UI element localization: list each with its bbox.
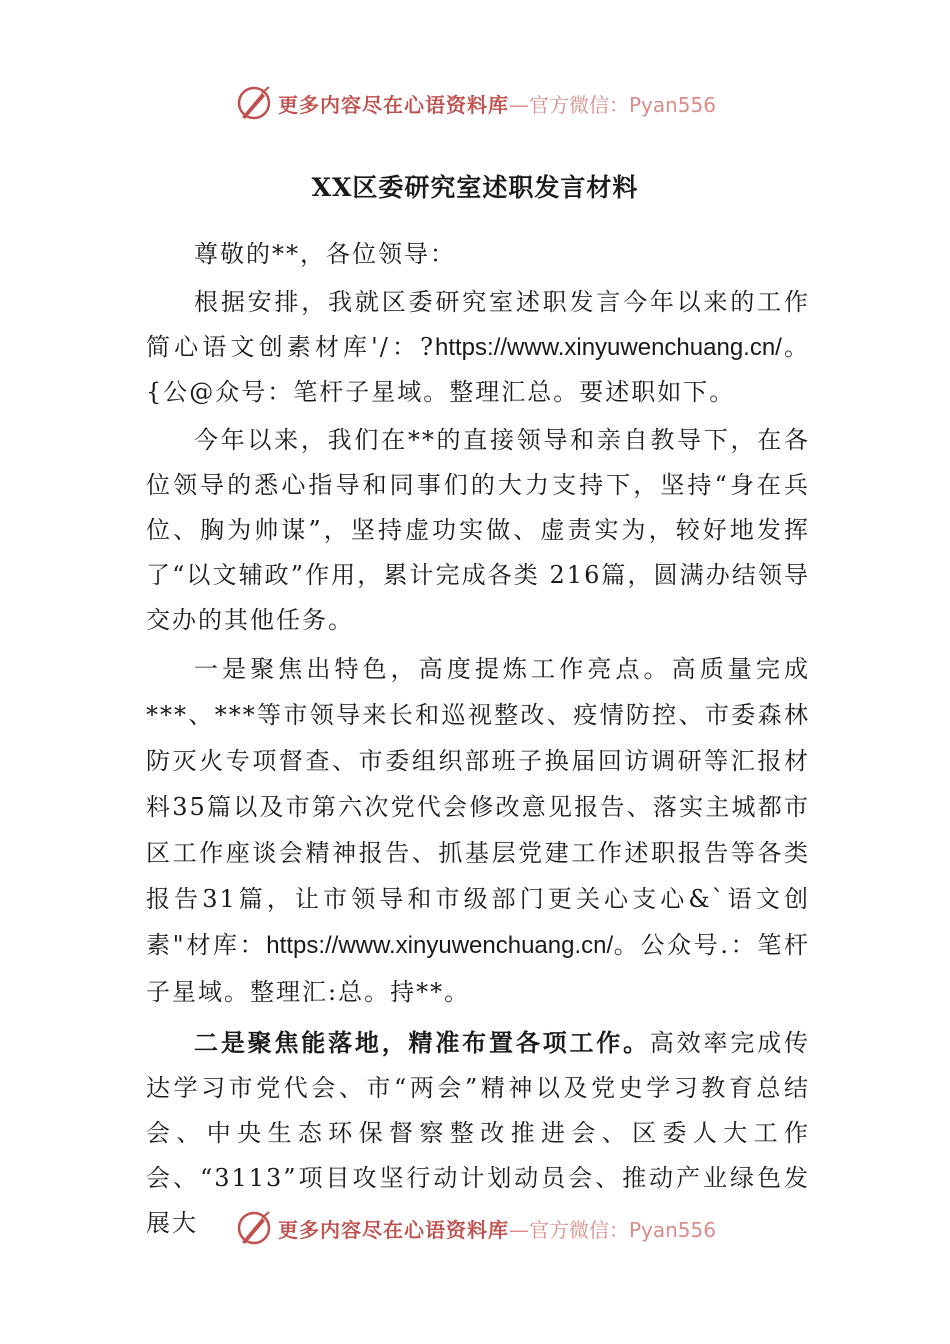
feature-text-b: 。公众号.：笔杆子星域。整理汇:总。持**。 [146, 931, 810, 1006]
watermark-wechat: —官方微信：Pyan556 [508, 92, 716, 117]
watermark-slogan: 更多内容尽在心语资料库 [277, 92, 509, 117]
intro-paragraph [146, 280, 810, 415]
salutation: 尊敬的**，各位领导： [194, 240, 456, 268]
feature-text-a: 一是聚焦出特色，高度提炼工作亮点。高质量完成***、***等市领导来长和巡视整改、疫情防控、市委森林防灭火专项督查、市委组织部班子换届回访调研等汇报材料35篇以及市第六次党代会修改意见报告、落实主城都市区工作座谈会精神报告、抓基层党建工作述职报告等各类报告31篇，让市领导和市级部门更关心支心&`语文创素"材库： [146, 655, 810, 959]
intro-text-b: 。{公@众号：笔杆子星域。整理汇总。要述职如下。 [146, 333, 811, 406]
intro-url: https://www.xinyuwenchuang.cn/ [435, 334, 782, 361]
watermark-banner-bottom [0, 1203, 950, 1253]
document-title: XX区委研究室述职发言材料 [311, 173, 639, 202]
quill-logo-icon [234, 83, 274, 123]
watermark-banner-top [0, 78, 950, 128]
feature-paragraph [146, 646, 810, 1015]
deploy-rest: 高效率完成传达学习市党代会、市“两会”精神以及党史学习教育总结会、中央生态环保督察整改推进会、区委人大工作会、“3113”项目攻坚行动计划动员会、推动产业绿色发展大 [146, 1029, 811, 1237]
watermark-wechat: —官方微信：Pyan556 [508, 1217, 716, 1242]
deploy-lead: 二是聚焦能落地，精准布置各项工作。 [194, 1028, 650, 1057]
feature-url: https://www.xinyuwenchuang.cn/ [266, 932, 614, 959]
intro-text-a: 根据安排，我就区委研究室述职发言今年以来的工作简心语文创素材库'/：? [146, 288, 810, 361]
summary-paragraph: 今年以来，我们在**的直接领导和亲自教导下，在各位领导的悉心指导和同事们的大力支持下，坚持“身在兵位、胸为帅谋”，坚持虚功实做、虚责实为，较好地发挥了“以文辅政”作用，累计完成各类 216篇，圆满办结领导交办的其他任务。 [146, 426, 810, 634]
watermark-slogan: 更多内容尽在心语资料库 [277, 1217, 509, 1242]
quill-logo-icon [234, 1208, 274, 1248]
document-body [146, 232, 810, 1246]
